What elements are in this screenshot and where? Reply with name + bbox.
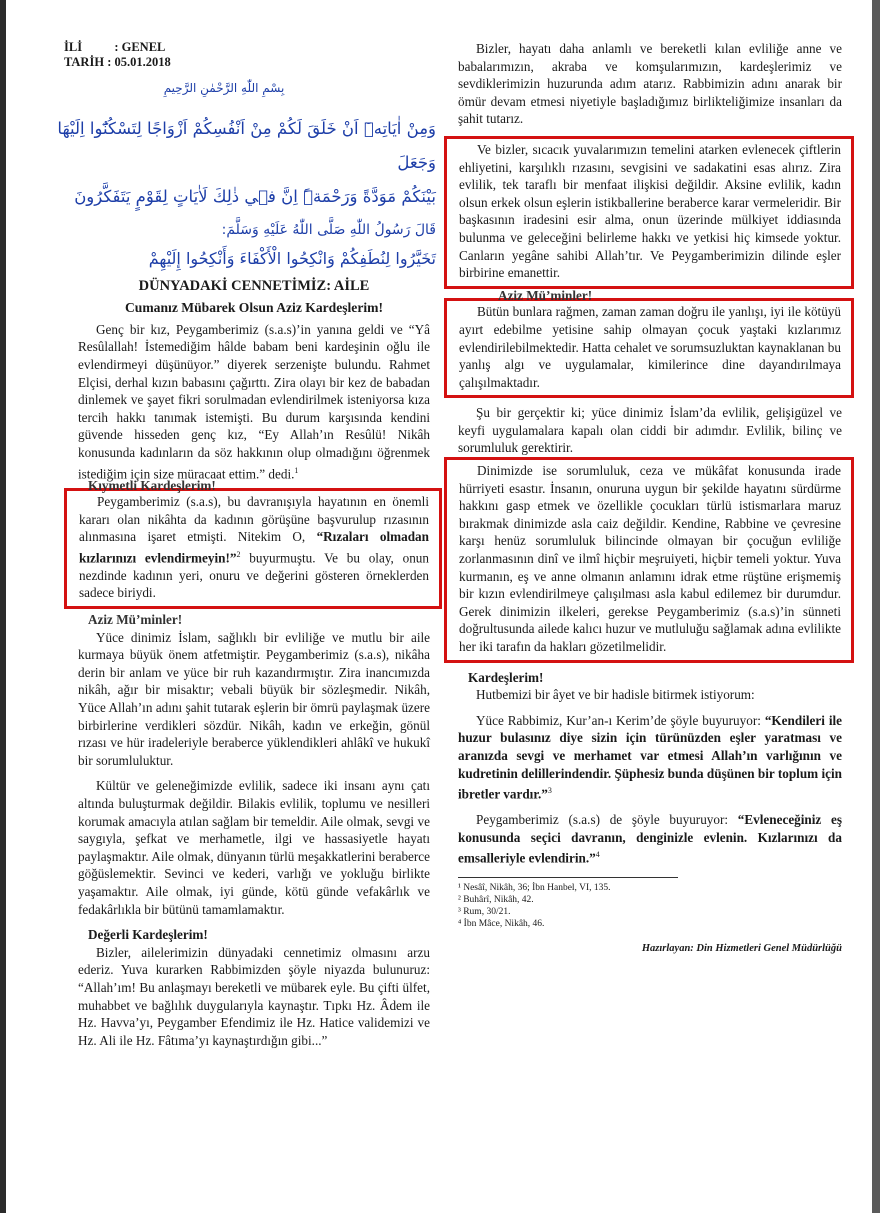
footnote: ³ Rum, 30/21. [458,907,511,918]
footnote-ref: 1 [294,465,299,475]
highlight-box [444,457,854,663]
page-border-left [0,0,6,1213]
paragraph: Yüce dinimiz İslam, sağlıklı bir evliliğe ve mutlu bir aile kurmaya büyük önem atfetmiştir. Peygamberimiz (s.a.s), nikâha derin bir anlam ve yüce bir ruh kazandırmıştır. Zira inancımızda nikâh, ağır bir misaktır; vebali büyük bir sözleşmedir. Nikâh, Yüce Allah’ın adını şahit tutarak eşlerin bir ömrü paylaşmak üzere birbirlerine verdikleri sözdür. Nikâh, kadın ve erkeğin, gönül rızası ve hür iradeleriyle beraberce yüklendikleri ahlâkî ve hukukî bir sorumluluktur. [78,629,430,768]
footnote-divider [458,877,678,878]
section-heading: Kardeşlerim! [468,669,544,685]
paragraph: Bizler, ailelerimizin dünyadaki cennetimiz olmasını arzu ederiz. Yuva kurarken Rabbimizden şöyle niyazda bulunuruz: “Allah’ım! Bu anlaşmayı bereketli ve mübarek eyle. Bu çifti ülfet, muhabbet ve bağlılık duygularıyla kaynaştır. Tıpkı Hz. Âdem ile Hz. Havva’yı, Peygamber Efendimiz ile Hz. Hatice validemizi ve Hz. Ali ile Hz. Fâtıma’yı kaynaştırdığın gibi...” [78,944,430,1048]
il-label: İLİ [64,40,83,54]
paragraph-text: Genç bir kız, Peygamberimiz (s.a.s)’in yanına geldi ve “Yâ Resûlallah! İstemediğim hâlde babam beni kardeşinin oğlu ile evlendirmeyi düşünüyor.” diyerek serzenişte bulundu. Rahmet Elçisi, derhal kızın babasını çağırttı. Zira olayı bir kez de babadan dinlemek ve şayet fikri sorulmadan evlendirilmek isteniyorsa kıza tercih hakkı tanımak istemişti. Bu durum karşısında kendini güvende hisseden genç kız, “Ey Allah’ın Resûlü! Nikâh konusunda kadınların da söz hakkının olup olmadığını öğrenmek istediğim için size müracaat ettim.” dedi. [78,321,430,481]
hadith-intro: قَالَ رَسُولُ اللّٰهِ صَلَّى اللّٰهُ عَلَيْهِ وَسَلَّمَ: [221,221,436,238]
footnote-ref: 4 [595,850,600,860]
paragraph: Bütün bunlara rağmen, zaman zaman doğru ile yanlışı, iyi ile kötüyü ayırt edebilme yetisine sahip olmayan çocuk yaştaki kızlarımız evlendirilebilmektedir. Hatta cehalet ve sorumsuzluktan kaynaklanan bu yanlış algı ve uygulamalar, kimilerince dine dayandırılmaya çalışılmaktadır. [459,304,841,390]
prepared-by: Hazırlayan: Din Hizmetleri Genel Müdürlüğü [641,943,842,955]
section-heading: Aziz Mü’minler! [88,612,183,628]
paragraph-text: Peygamberimiz (s.a.s), bu davranışıyla hayatının en önemli kararı olan nikâhta da kadının görüşüne başvurulup rızasının alınmasına işaret etmişti. Nitekim O, [79,494,429,545]
paragraph [79,493,429,602]
footnote: ² Buhârî, Nikâh, 42. [458,895,534,906]
footnote: ⁴ İbn Mâce, Nikâh, 46. [458,919,545,930]
bismillah-calligraphy: بِسْمِ اللّٰهِ الرَّحْمٰنِ الرَّحِيمِ [163,81,285,95]
section-heading: Aziz Mü’minler! [498,287,593,303]
ayah-line-2: بَيْنَكُمْ مَوَدَّةً وَرَحْمَةًۜ اِنَّ ف۪ي ذٰلِكَ لَاٰيَاتٍ لِقَوْمٍ يَتَفَكَّرُونَ [74,186,436,206]
hadith-quote: “Rızaları olmadan kızlarınızı evlendirmeyin!” [79,529,429,566]
header-meta [64,40,430,70]
paragraph [458,811,842,867]
paragraph [78,321,430,483]
highlight-box [444,136,854,289]
paragraph: Kültür ve geleneğimizde evlilik, sadece iki insanı aynı çatı altında buluşturmak değildir. Bilakis evlilik, toplumu ve nesilleri korumak amacıyla atılan sağlam bir temeldir. Aile olmak, sevgi ve saygıyla, şefkat ve merhametle, ilgi ve hassasiyetle hayatı paylaşmaktır. Aile olmak, dünyanın türlü meşakkatlerini beraberce göğüslemektir. Sevinci ve kederi, varlığı ve yokluğu birlikte yaşamaktır. Aile olmak, iyi günde, kötü günde vefakârlık ve fedakârlıkla bir bütünü tamamlamaktır. [78,778,430,917]
paragraph: Bizler, hayatı daha anlamlı ve bereketli kılan evliliğe anne ve babalarımızın, akraba ve komşularımızın, kardeşlerimiz ve sevdiklerimizin huzurunda adım atarız. Rabbimizin adını anarak bir ömür devam etmesi niyetiyle başladığımız birlikteliğimize insanları da şahit tutarız. [458,41,842,127]
sermon-title: DÜNYADAKİ CENNETİMİZ: AİLE [138,277,370,294]
hadith-text: تَخَيَّرُوا لِنُطَفِكُمْ وَانْكِحُوا الْأَكْفَاءَ وَأَنْكِحُوا إِلَيْهِمْ [148,248,436,268]
section-heading: Değerli Kardeşlerim! [88,927,208,943]
page-border-right [872,0,880,1213]
paragraph: Şu bir gerçektir ki; yüce dinimiz İslam’da evlilik, gelişigüzel ve keyfi uygulamalara kapalı olan ciddi bir adımdır. Evlilik, bilinç ve sorumluluk gerektirir. [458,405,842,456]
highlight-box [444,298,854,398]
ayah-translation: “Kendileri ile huzur bulasınız diye sizin için türünüzden eşler yaratması ve aranızda sevgi ve merhamet var etmesi Allah’ın varlığının ve kudretinin delillerindendir. Şüphesiz bunda düşünen bir toplum için ibretler vardır.” [458,712,843,802]
paragraph [458,712,842,803]
tarih-row [64,55,430,70]
paragraph: Hutbemizi bir âyet ve bir hadisle bitirmek istiyorum: [476,687,755,703]
sermon-greeting: Cumanız Mübarek Olsun Aziz Kardeşlerim! [124,300,384,316]
right-column [458,40,842,958]
footnote-ref: 2 [236,549,241,559]
paragraph: Dinimizde ise sorumluluk, ceza ve mükâfat konusunda irade hürriyeti esastır. İnsanın, onuruna uygun bir şekilde hayatını sürdürme hakkını gasp etmek ve özellikle çocukları türlü istismarlara maruz bırakmak dinimizde asla caiz değildir. Kendine, Rabbine ve çevresine karşı henüz sorumluluk bilincinde olmayan bir çocuğun evliliğe zorlanmasının dinî ve ilmî hiçbir meşruiyeti, hiçbir temeli yoktur. Yuva kurmanın, eş ve anne olmanın anlamını idrak etme rüştüne erişmemiş bir kızın evlendirilmeye çalışılması asla kabul edilemez bir durumdur. Gerek dinimizin ilkeleri, gerekse Peygamberimiz (s.a.s)’in sünneti doğrultusunda ailede kalıcı huzur ve mutluluğu sağlamak adına evlilikte her iki tarafın da hakları gözetilmelidir. [459,463,841,654]
footnote: ¹ Nesâî, Nikâh, 36; İbn Hanbel, VI, 135. [458,883,611,894]
paragraph-text: buyurmuştu. Ve bu olay, onun nezdinde kadının yeri, onuru ve değerini gösteren örneklerden sadece biriydi. [79,550,429,601]
il-row [64,40,430,55]
footnote-ref: 3 [547,786,552,796]
tarih-label: TARİH [64,55,105,69]
section-heading: Kıymetli Kardeşlerim! [88,477,216,493]
tarih-value: : 05.01.2018 [107,55,171,69]
hadith-translation: “Evleneceğiniz eş konusunda seçici davranın, denginizle evlenin. Kızlarınızı da emsalleriyle evlendirin.” [458,812,842,866]
left-column [57,40,436,1057]
paragraph: Ve bizler, sıcacık yuvalarımızın temelini atarken evlenecek çiftlerin ehliyetini, karşılıklı rızasını, sevgisini ve sadakatini esas alırız. Zira evlilik, tek taraflı bir menfaat ilişkisi değildir. Aksine evlilik, kadın olsun erkek olsun eşlerin istikballerine beraberce karar vermeleridir. Bir başkasının iradesini esir alma, onun üzerinde mülkiyet iddiasında bulunma ve geleceğini belirleme hakkı ve yetkisi hiç kimsede yoktur. Canların yegâne sahibi Allah’tır. Ve Peygamberimizin dilinde eşler birbirine emanettir. [459,141,841,281]
il-value: : GENEL [114,40,166,54]
paragraph-text: Yüce Rabbimiz, Kur’an-ı Kerim’de şöyle buyuruyor: [476,712,761,728]
paragraph-text: Peygamberimiz (s.a.s) de şöyle buyuruyor: [476,812,729,828]
ayah-line-1: وَمِنْ اٰيَاتِه۪ٓ اَنْ خَلَقَ لَكُمْ مِنْ اَنْفُسِكُمْ اَزْوَاجًا لِتَسْكُنُٓوا اِلَيْهَا وَجَعَلَ [57,118,436,172]
highlight-box [64,488,442,609]
